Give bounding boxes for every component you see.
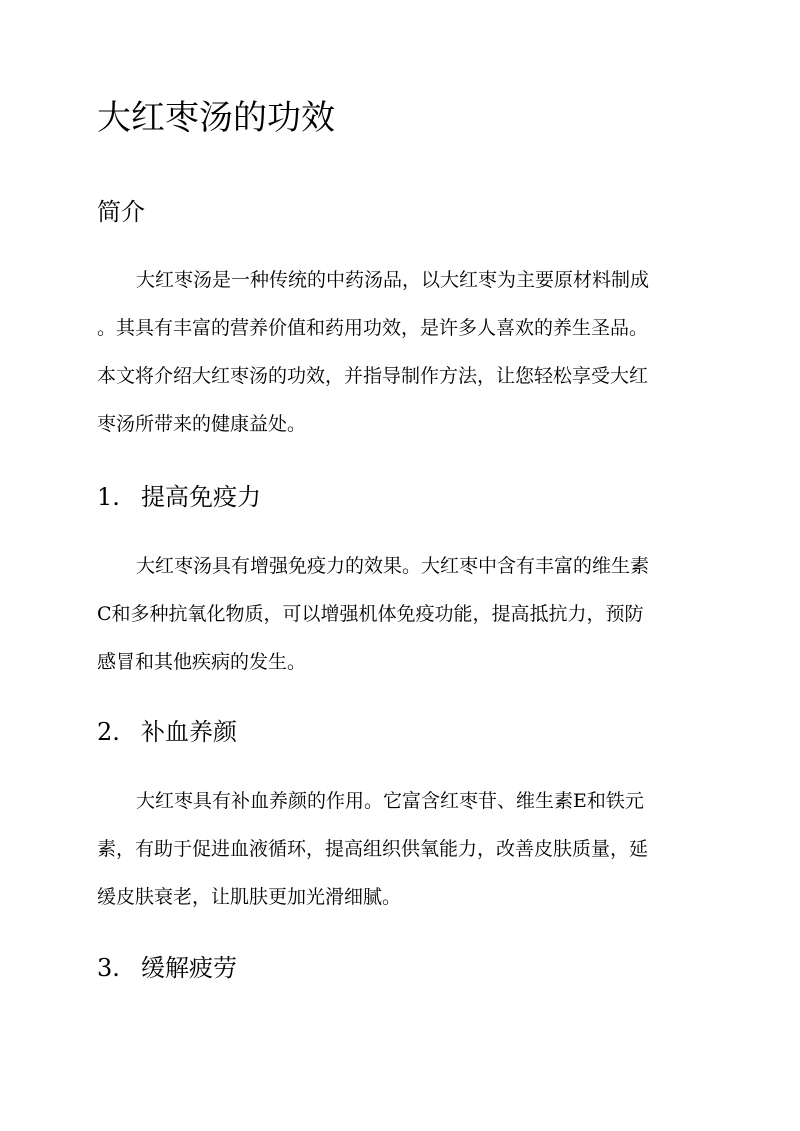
paragraph-line: 素，有助于促进血液循环，提高组织供氧能力，改善皮肤质量，延 <box>97 838 649 860</box>
section-number: 3. <box>97 954 120 982</box>
section-heading-text: 缓解疲劳 <box>141 954 237 982</box>
paragraph-line: 缓皮肤衰老，让肌肤更加光滑细腻。 <box>97 886 402 908</box>
paragraph-line: 感冒和其他疾病的发生。 <box>97 651 307 673</box>
paragraph-line: 大红枣汤是一种传统的中药汤品，以大红枣为主要原材料制成 <box>136 269 650 291</box>
section-heading-text: 简介 <box>97 198 145 226</box>
section-heading-immunity <box>97 481 261 513</box>
section-heading-text: 提高免疫力 <box>141 483 261 511</box>
section-heading-fatigue <box>97 952 237 984</box>
section-heading-intro <box>97 196 145 228</box>
paragraph-line: 本文将介绍大红枣汤的功效，并指导制作方法，让您轻松享受大红 <box>97 365 649 387</box>
paragraph-intro <box>97 266 703 458</box>
section-heading-blood-beauty <box>97 716 237 748</box>
paragraph-immunity <box>97 552 703 696</box>
paragraph-line: 。其具有丰富的营养价值和药用功效，是许多人喜欢的养生圣品。 <box>97 317 649 339</box>
paragraph-line: 枣汤所带来的健康益处。 <box>97 413 307 435</box>
paragraph-line: 大红枣汤具有增强免疫力的效果。大红枣中含有丰富的维生素 <box>136 555 650 577</box>
document-title: 大红枣汤的功效 <box>97 98 335 138</box>
section-number: 1. <box>97 483 120 511</box>
paragraph-blood-beauty <box>97 787 703 931</box>
paragraph-line: 大红枣具有补血养颜的作用。它富含红枣苷、维生素E和铁元 <box>136 790 644 812</box>
section-number: 2. <box>97 718 120 746</box>
paragraph-line: C和多种抗氧化物质，可以增强机体免疫功能，提高抵抗力，预防 <box>97 603 644 625</box>
section-heading-text: 补血养颜 <box>141 718 237 746</box>
